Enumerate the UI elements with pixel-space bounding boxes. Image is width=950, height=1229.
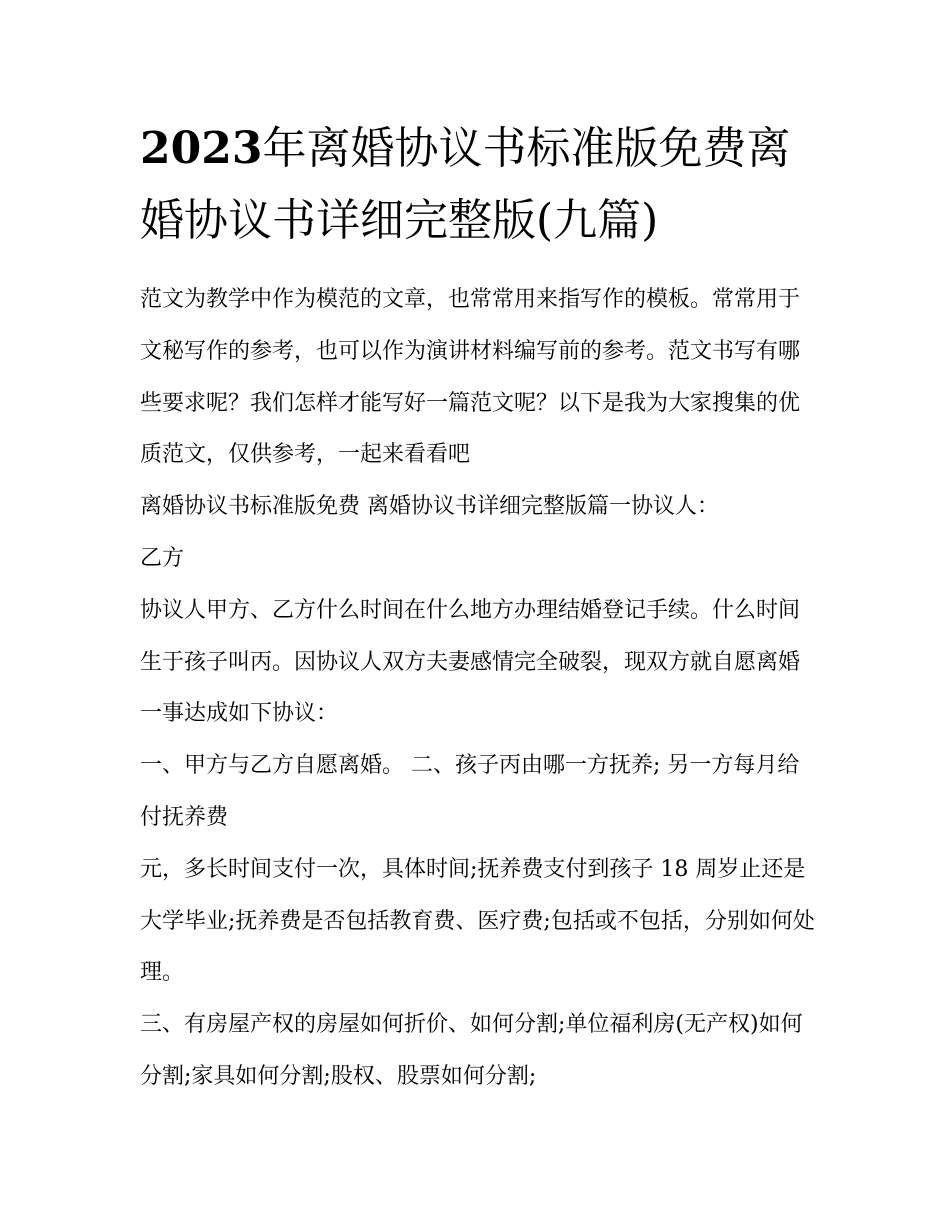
document-body xyxy=(140,274,820,1103)
support-payment-paragraph: 元，多长时间支付一次，具体时间;抚养费支付到孩子 18 周岁止还是大学毕业;抚养费是否包括教育费、医疗费;包括或不包括，分别如何处理。 xyxy=(140,856,815,986)
title-year: 2023 xyxy=(140,123,263,174)
party-line: 乙方 xyxy=(140,545,185,571)
intro-paragraph: 范文为教学中作为模范的文章，也常常用来指写作的模板。常常用于文秘写作的参考，也可以作为演讲材料编写前的参考。范文书写有哪些要求呢？我们怎样才能写好一篇范文呢？以下是我为大家搜集的优质范文，仅供参考，一起来看看吧 xyxy=(140,287,801,468)
clause-one-two: 一、甲方与乙方自愿离婚。 二、孩子丙由哪一方抚养; 另一方每月给付抚养费 xyxy=(140,753,800,830)
clause-three: 三、有房屋产权的房屋如何折价、如何分割;单位福利房(无产权)如何分割;家具如何分割;股权、股票如何分割; xyxy=(140,1012,803,1089)
section-heading: 离婚协议书标准版免费 离婚协议书详细完整版篇一协议人： xyxy=(140,494,719,520)
agreement-preamble: 协议人甲方、乙方什么时间在什么地方办理结婚登记手续。什么时间生于孩子叫丙。因协议人双方夫妻感情完全破裂，现双方就自愿离婚一事达成如下协议： xyxy=(140,597,801,727)
title-text: 年离婚协议书标准版免费离婚协议书详细完整版(九篇) xyxy=(140,123,791,246)
document-title xyxy=(140,113,820,257)
